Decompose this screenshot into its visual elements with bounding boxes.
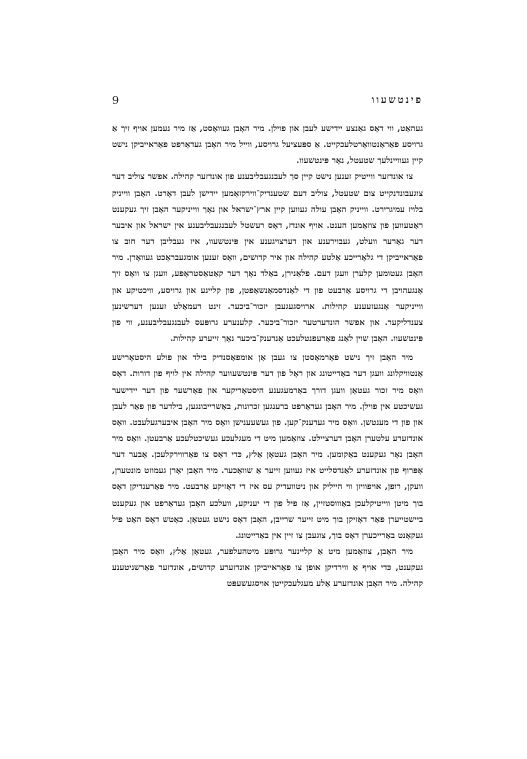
body-text bbox=[112, 120, 423, 592]
page-header bbox=[112, 94, 423, 110]
running-title: פינטשעוו bbox=[371, 95, 423, 106]
paragraph: מיר האָבן זיך נישט פאַרמאָסטן צו געבן אַן אומפאַסנדיק בילד און פולע היסטאָרישע אַנטוויקלונג וועגן דער באַדייטונג און ראָל פון דער פּינטשעווער קהילה אין לויף פון דורות. דאָס וואָס מיר זכור געטאָן וועגן דורך באַרמעגענע היסטאָריקער און פאָרשער פון דער יידישער געשיכטע אין פוילן. מיר האָבן געדאַרפט ברענגען זכרונות, באַשרייבונגען, בילדער פון פאַר לעבן און פון די מענטשן. וואָס מיר געדענק־קען. פון געשעענישן וואָס מיר האָבן איבערגעלעבט. וואָס אונדזערע עלטערן האָבן דערציילט. צוזאַמען מיט די מעגלעכע געשיכטלעכע אַרבעטן. וואָס מיר האָבן נאָר געקענט באַקומען. מיר האָבן געטאָן אַלץ, כּדי דאָס צו פאַרווירקלעכן. אָבער דער אָפּרוף פון אונדזערע לאַנדסלייט איז געווען זייער אַ שוואַכער. מיר האָבן יאָרן געמוזט מונטערן, וועקן, רופן, אויפוויזן ווי הייליק און ניטוועדיק עס איז די דאָזיקע אַרבעט. מיר פאַרענדיקן דאָס בוך מיטן ווייטיקלעכן באַוווסטזיין, אַז פיל פון די יעניקע, וועלכע האָבן געדאַרפט און געקענט ביישטייערן פאַר דאָזיקן בוך מיט זייער שרייבן, האָבן דאָס נישט געטאָן. כאָטש דאָס האָט פיל געקאָנט באַרייכערן דאָס בוך, צוגעבן צו זיין אין באַדייטונג. bbox=[112, 352, 423, 540]
paragraph: צו אונדזער ווייטיק זענען נישט קיין סך לעבנגעבליבענע פון אונדזער קהילה. אפשר צוליב דער צוגעבונדנקייט צום שטעטל, צוליב דעם שטענדיק־ווירקזאַמען יידישן לעבן דאָרט. האָבן ווייניק בלויז עמיגרירט. ווייניק האָבן עולה געווען קיין ארץ־ישראל און נאָך ווייניקער האָבן זיך געקענט ראַטעווען פון צוזאַמען הענט. אויף אונדז, דאָס רעשטל לעבנגעבליבענע אין ישראל און איבער דער גאָרער וועלט, געבוירענע און דערצויגענע אין פּינטשעוו, איז געבליבן דער חוב צו פאַראייביקן די גלאָרייכע אַלטע קהילה און איר קדושים, וואָס זענען אומגעבראַכט געוואָרן. מיר האָבן געטומען קלערן וועגן דעם. פלאַנירן, באַלד נאָך דער קאַטאַסטראָפע, וועגן צו וואָס זיך אָנגעהויבן די גרויסע אַרבעט פון די לאַנדסמאַנשאַפטן, פון קליינע און גרויסע, וויכטיקע און ווייניקער אָנגעזעענע קהילות. ארויסגעגעבן יזכור־ביכער. זינט דעמאָלט זענען דערשינען צענדליקער. און אפשר הונדערטער יזכור־ביכער. קלענערע גרופּעס לעבנגעבליבענע, ווי פון פּינטשעוו. האָבן שוין לאַנג פאַרעפנטלעכט אַנדענק־ביכער נאָך זייערע קהילות. bbox=[112, 171, 423, 344]
paragraph: געהאַט, ווי דאָס גאַנצע יידישע לעבן און פוילן. מיר האָבן געוואָסט, אַז מיר נעמען אויף זיך אַ גרויסע פאַראַנטוואָרטלעכקייט. אַ ספּעציעל גרויסע, ווייל מיר האָבן געדאַרפט פאַראייביקן נישט קיין געוויינלעך שטעטל, נאָר פּינטשעוו. bbox=[112, 123, 423, 166]
page-number: 9 bbox=[112, 94, 119, 107]
paragraph: מיר האָבן, צוזאַמען מיט אַ קליינער גרופּע מיטהעלפער, געטאָן אַלץ, וואָס מיר האָבן געקענט, כּדי אויף אַ ווירדיקן אופן צו פאַראייביקן אונדזערע קדושים, אונדזער פאַרשניטענע קהילה. מיר האָבן אונדזערע אַלע מעגלעכקייטן אויסגעשעפּט bbox=[112, 546, 423, 589]
